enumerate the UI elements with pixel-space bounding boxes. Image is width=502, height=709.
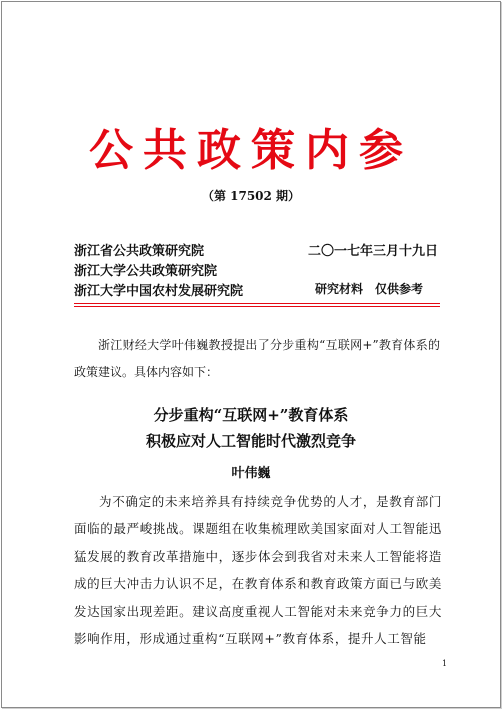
masthead-title: 公共政策内参 — [89, 125, 413, 176]
institution-1: 浙江省公共政策研究院 — [74, 244, 205, 259]
page-number: 1 — [442, 659, 448, 668]
article-title-line1: 分步重构“互联网+”教育体系 — [153, 406, 349, 424]
header-divider-bottom — [74, 306, 440, 307]
article-title-line2: 积极应对人工智能时代激烈竞争 — [145, 432, 356, 450]
issue-number: （第 17502 期） — [201, 189, 301, 203]
issue-date: 二〇一七年三月十九日 — [308, 244, 439, 259]
institution-3: 浙江大学中国农村发展研究院 — [74, 284, 244, 299]
header-divider-top — [74, 303, 440, 304]
article-body: 为不确定的未来培养具有持续竞争优势的人才，是教育部门面临的最严峻挑战。课题组在收集梳理欧美国家面对人工智能迅猛发展的教育改革措施中，逐步体会到我省对未来人工智能将造成的巨大冲击力认识不足，在教育体系和教育政策方面已与欧美发达国家出现差距。建议高度重视人工智能对未来竞争力的巨大影响作用，形成通过重构“互联网+”教育体系，提升人工智能 — [74, 494, 442, 647]
institution-2: 浙江大学公共政策研究院 — [74, 264, 218, 279]
intro-paragraph: 浙江财经大学叶伟巍教授提出了分步重构“互联网+”教育体系的政策建议。具体内容如下： — [74, 338, 440, 379]
reference-note: 研究材料 仅供参考 — [315, 282, 424, 296]
document-page — [1, 1, 501, 708]
article-author: 叶伟巍 — [231, 466, 271, 481]
